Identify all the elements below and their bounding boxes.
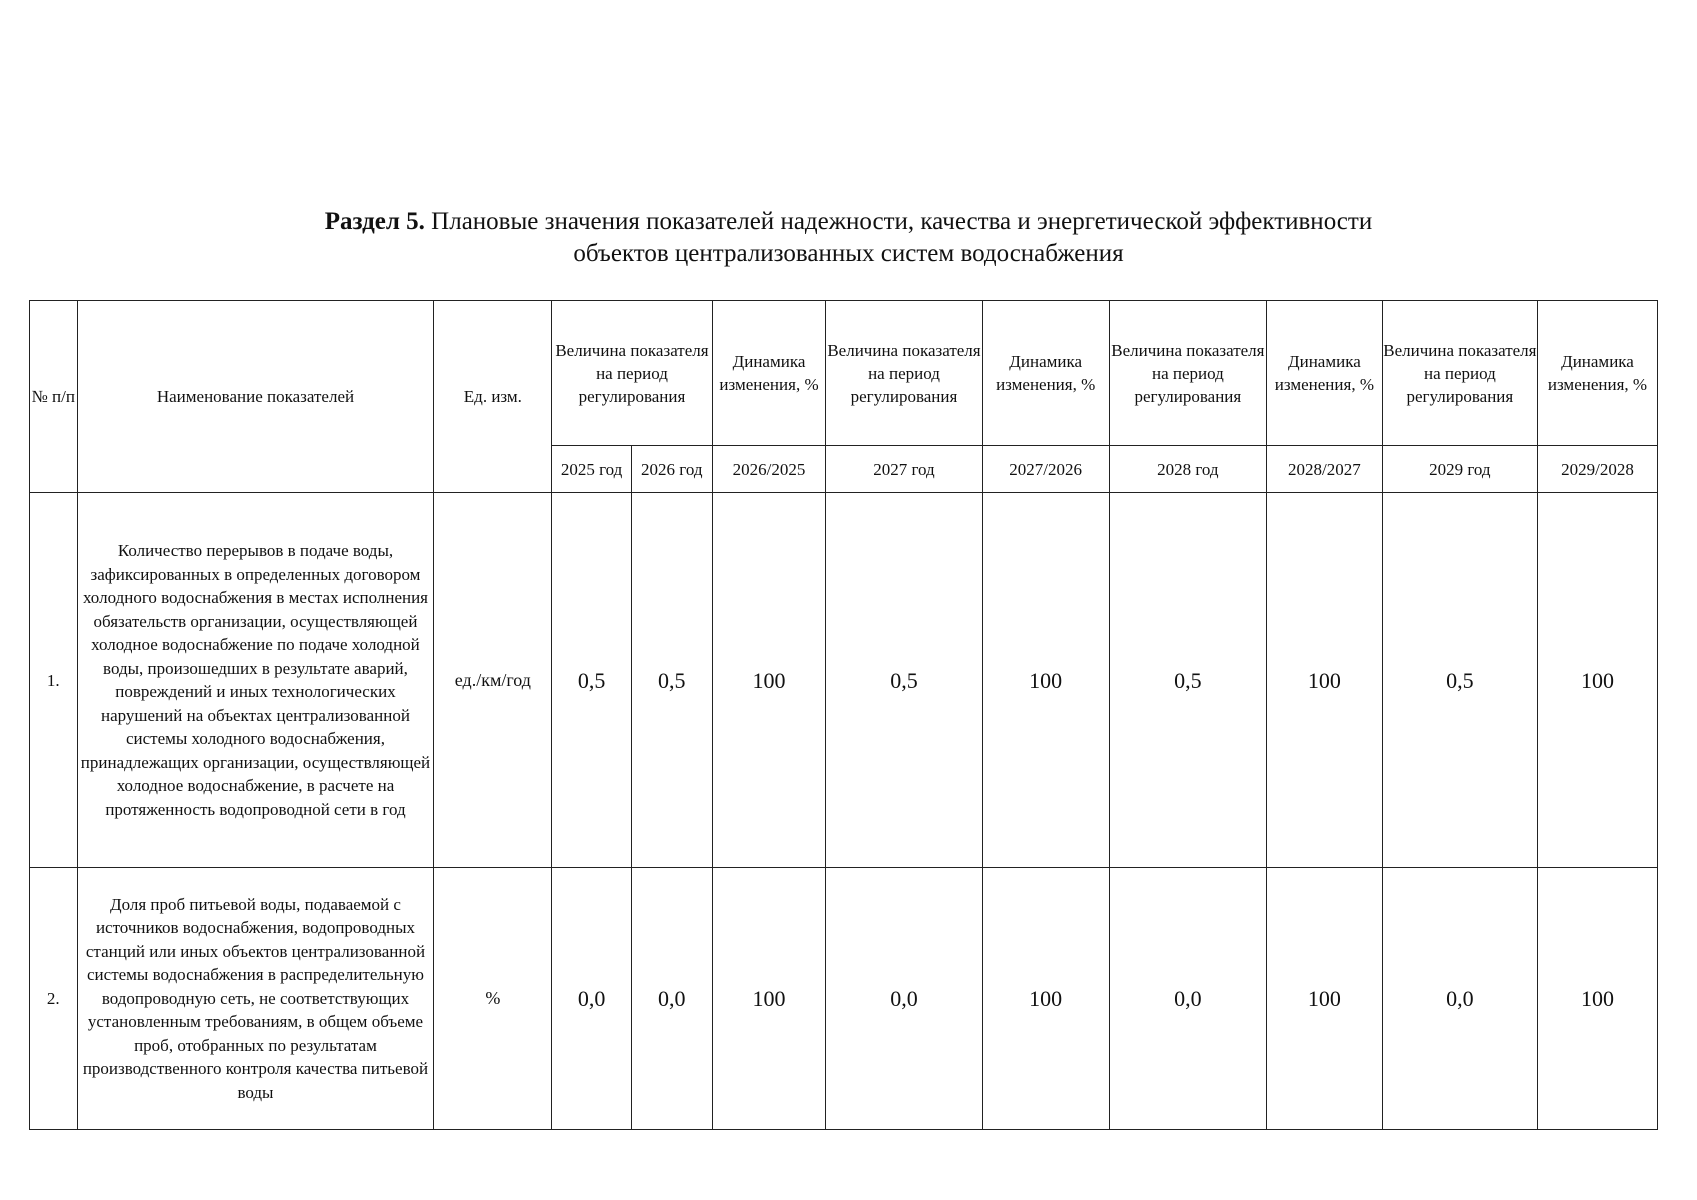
dynamics-2027-2026: 100 <box>982 493 1109 868</box>
header-year-2028: 2028 год <box>1109 446 1266 493</box>
header-value-2025-2026: Величина показателя на период регулирования <box>552 301 712 446</box>
row-number: 1. <box>30 493 78 868</box>
dynamics-2029-2028: 100 <box>1537 868 1657 1130</box>
section-title <box>0 206 1697 270</box>
row-number: 2. <box>30 868 78 1130</box>
table-row <box>30 868 1658 1130</box>
header-year-2029: 2029 год <box>1382 446 1537 493</box>
dynamics-2027-2026: 100 <box>982 868 1109 1130</box>
value-2028: 0,0 <box>1109 868 1266 1130</box>
section-number: Раздел 5. <box>324 208 425 235</box>
dynamics-2028-2027: 100 <box>1266 493 1382 868</box>
header-row-main <box>30 301 1658 446</box>
header-dynamics-2028: Динамика изменения, % <box>1266 301 1382 446</box>
header-name: Наименование показателей <box>77 301 434 493</box>
value-2026: 0,5 <box>631 493 712 868</box>
header-ratio-2026-2025: 2026/2025 <box>712 446 826 493</box>
value-2027: 0,5 <box>826 493 982 868</box>
value-2029: 0,5 <box>1382 493 1537 868</box>
header-year-2026: 2026 год <box>631 446 712 493</box>
value-2027: 0,0 <box>826 868 982 1130</box>
value-2028: 0,5 <box>1109 493 1266 868</box>
table-row <box>30 493 1658 868</box>
header-ratio-2029-2028: 2029/2028 <box>1537 446 1657 493</box>
section-title-text: Плановые значения показателей надежности, качества и энергетической эффективности <box>424 208 1373 235</box>
dynamics-2026-2025: 100 <box>712 493 826 868</box>
header-num: № п/п <box>30 301 78 493</box>
dynamics-2026-2025: 100 <box>712 868 826 1130</box>
dynamics-2029-2028: 100 <box>1537 493 1657 868</box>
header-value-2029: Величина показателя на период регулирования <box>1382 301 1537 446</box>
header-ratio-2028-2027: 2028/2027 <box>1266 446 1382 493</box>
value-2026: 0,0 <box>631 868 712 1130</box>
value-2029: 0,0 <box>1382 868 1537 1130</box>
header-value-2027: Величина показателя на период регулирования <box>826 301 982 446</box>
header-ratio-2027-2026: 2027/2026 <box>982 446 1109 493</box>
value-2025: 0,5 <box>552 493 632 868</box>
header-dynamics-2026: Динамика изменения, % <box>712 301 826 446</box>
section-title-line1 <box>0 206 1697 238</box>
header-dynamics-2029: Динамика изменения, % <box>1537 301 1657 446</box>
value-2025: 0,0 <box>552 868 632 1130</box>
indicator-unit: ед./км/год <box>434 493 552 868</box>
header-year-2025: 2025 год <box>552 446 632 493</box>
header-value-2028: Величина показателя на период регулирования <box>1109 301 1266 446</box>
header-unit: Ед. изм. <box>434 301 552 493</box>
section-title-line2: объектов централизованных систем водоснабжения <box>573 240 1124 267</box>
indicators-table <box>29 300 1658 1130</box>
header-dynamics-2027: Динамика изменения, % <box>982 301 1109 446</box>
header-year-2027: 2027 год <box>826 446 982 493</box>
indicator-unit: % <box>434 868 552 1130</box>
indicator-name: Количество перерывов в подаче воды, зафиксированных в определенных договором холодного водоснабжения в местах исполнения обязательств организации, осуществляющей холодное водоснабжение по подаче холодной воды, произошедших в результате аварий, повреждений и иных технологических нарушений на объектах централизованной системы холодного водоснабжения, принадлежащих организации, осуществляющей холодное водоснабжение, в расчете на протяженность водопроводной сети в год <box>77 493 434 868</box>
dynamics-2028-2027: 100 <box>1266 868 1382 1130</box>
indicator-name: Доля проб питьевой воды, подаваемой с источников водоснабжения, водопроводных станций или иных объектов централизованной системы водоснабжения в распределительную водопроводную сеть, не соответствующих установленным требованиям, в общем объеме проб, отобранных по результатам производственного контроля качества питьевой воды <box>77 868 434 1130</box>
